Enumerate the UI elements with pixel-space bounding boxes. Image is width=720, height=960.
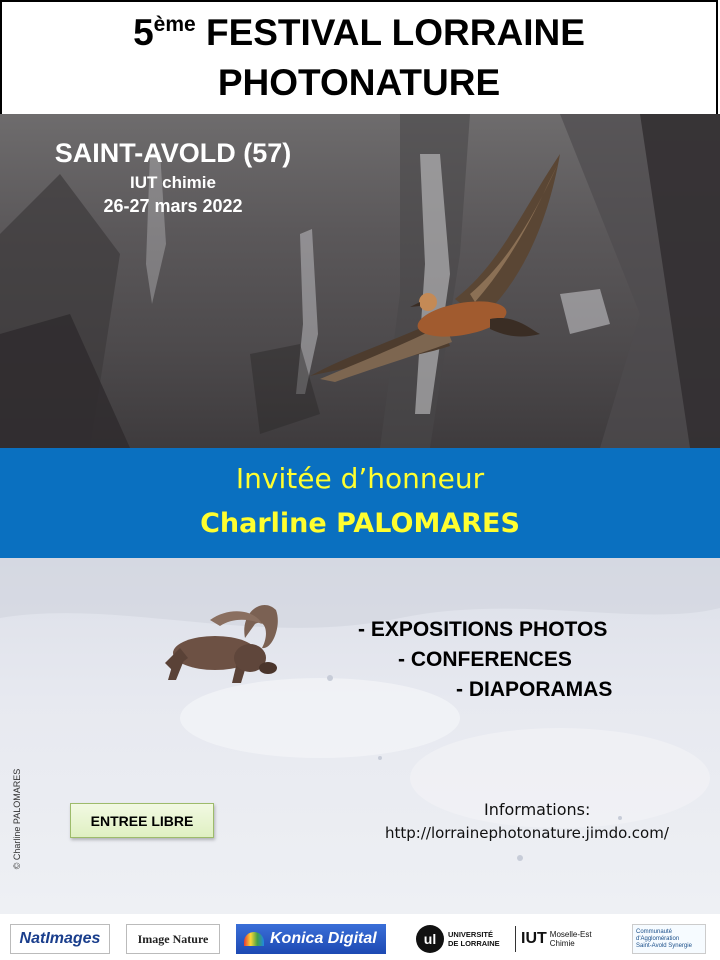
sponsor-logos	[0, 914, 720, 960]
free-entry-button[interactable]: ENTREE LIBRE	[70, 803, 214, 838]
iut-location: Moselle-Est	[549, 930, 592, 939]
festival-title-line1	[2, 10, 716, 62]
title-text-line1: FESTIVAL LORRAINE	[205, 12, 585, 53]
universite-lorraine-logo	[416, 924, 616, 954]
title-box	[0, 0, 718, 114]
photo-credit-text: © Charline PALOMARES	[12, 768, 22, 870]
universite-text	[448, 930, 510, 948]
guest-name: Charline PALOMARES	[200, 508, 520, 539]
natimages-text: NatImages	[19, 930, 101, 947]
natimages-logo	[10, 924, 110, 954]
image-nature-text: Image Nature	[137, 931, 209, 946]
program-item-conferences: - CONFERENCES	[398, 648, 572, 671]
universite-line2: DE LORRAINE	[448, 939, 500, 948]
guest-of-honour-band	[0, 448, 720, 558]
program-item-expositions: - EXPOSITIONS PHOTOS	[358, 618, 608, 641]
iut-text: IUT	[521, 930, 547, 947]
konica-rainbow-icon	[244, 932, 264, 946]
program-list	[0, 558, 720, 914]
synergie-line1: Communauté d'Agglomération	[636, 929, 680, 942]
ordinal-suffix: ème	[153, 13, 196, 36]
mountain-photo	[0, 114, 720, 448]
konica-text: Konica Digital	[270, 930, 377, 947]
info-label: Informations:	[484, 800, 591, 819]
program-item-diaporamas: - DIAPORAMAS	[456, 678, 613, 701]
snow-photo	[0, 558, 720, 914]
event-location	[28, 136, 318, 218]
ordinal-number: 5	[133, 12, 154, 53]
photo-credit	[8, 762, 22, 878]
event-city: SAINT-AVOLD (57)	[54, 138, 292, 168]
festival-title-line2: PHOTONATURE	[217, 62, 501, 103]
guest-label: Invitée d’honneur	[235, 462, 485, 495]
ul-monogram-icon: ul	[416, 925, 444, 953]
universite-line1: UNIVERSITÉ	[448, 930, 494, 939]
image-nature-logo	[126, 924, 220, 954]
info-url-link[interactable]: http://lorrainephotonature.jimdo.com/	[385, 824, 669, 842]
synergie-line2: Saint-Avold Synergie	[636, 943, 692, 949]
iut-department: Chimie	[549, 939, 575, 948]
saint-avold-synergie-logo	[632, 924, 706, 954]
event-dates: 26-27 mars 2022	[103, 196, 243, 216]
logo-divider	[515, 926, 516, 952]
konica-digital-logo	[236, 924, 386, 954]
iut-subtitle	[550, 930, 592, 948]
event-venue: IUT chimie	[130, 173, 216, 192]
